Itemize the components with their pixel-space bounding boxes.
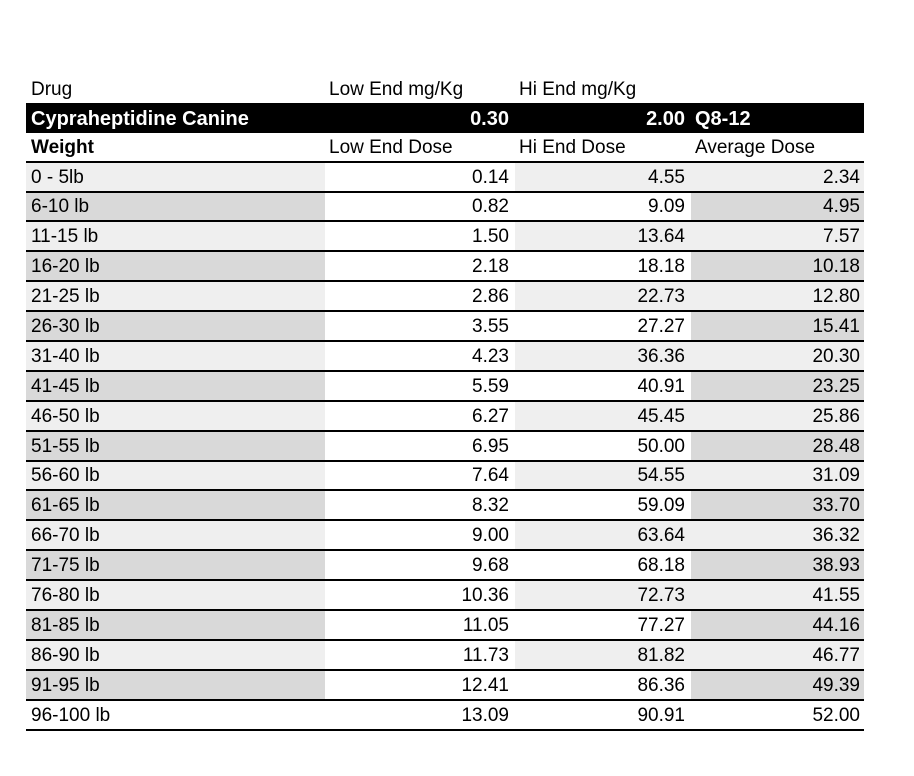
dosage-table — [26, 73, 864, 731]
drug-label: Drug — [31, 78, 73, 100]
table-row — [26, 402, 864, 432]
drug-low-end-value: 0.30 — [470, 107, 509, 130]
hi-end-dose-cell: 9.09 — [515, 193, 691, 221]
table-row — [26, 551, 864, 581]
low-end-dose-cell: 6.27 — [325, 402, 515, 430]
low-end-dose-cell: 4.23 — [325, 342, 515, 370]
weight-cell: 96-100 lb — [26, 701, 325, 729]
hi-end-dose-cell: 27.27 — [515, 312, 691, 340]
average-dose-cell: 49.39 — [691, 671, 864, 699]
average-dose-cell: 20.30 — [691, 342, 864, 370]
low-end-dose-cell: 11.05 — [325, 611, 515, 639]
hi-end-dose-cell: 81.82 — [515, 641, 691, 669]
low-end-dose-cell: 1.50 — [325, 222, 515, 250]
low-end-dose-cell: 2.86 — [325, 282, 515, 310]
column-header-row — [26, 133, 864, 163]
drug-name: Cypraheptidine Canine — [31, 107, 249, 130]
weight-cell: 6-10 lb — [26, 193, 325, 221]
low-end-dose-cell: 12.41 — [325, 671, 515, 699]
average-dose-cell: 31.09 — [691, 462, 864, 490]
weight-cell: 26-30 lb — [26, 312, 325, 340]
low-end-dose-cell: 9.68 — [325, 551, 515, 579]
weight-cell: 81-85 lb — [26, 611, 325, 639]
low-end-dose-cell: 9.00 — [325, 521, 515, 549]
weight-cell: 16-20 lb — [26, 252, 325, 280]
drug-hi-end-value: 2.00 — [646, 107, 685, 130]
table-row — [26, 193, 864, 223]
weight-cell: 71-75 lb — [26, 551, 325, 579]
low-end-dose-cell: 5.59 — [325, 372, 515, 400]
hi-end-dose-cell: 63.64 — [515, 521, 691, 549]
drug-frequency: Q8-12 — [695, 107, 751, 130]
weight-cell: 56-60 lb — [26, 462, 325, 490]
hi-end-dose-cell: 86.36 — [515, 671, 691, 699]
low-end-dose-cell: 0.14 — [325, 163, 515, 191]
table-row — [26, 462, 864, 492]
average-dose-cell: 33.70 — [691, 491, 864, 519]
table-row — [26, 581, 864, 611]
weight-cell: 46-50 lb — [26, 402, 325, 430]
weight-cell: 31-40 lb — [26, 342, 325, 370]
low-end-mgkg-label: Low End mg/Kg — [329, 78, 464, 100]
hi-end-dose-header: Hi End Dose — [519, 136, 626, 158]
weight-cell: 41-45 lb — [26, 372, 325, 400]
table-row — [26, 163, 864, 193]
average-dose-cell: 52.00 — [691, 701, 864, 729]
hi-end-dose-cell: 36.36 — [515, 342, 691, 370]
hi-end-dose-cell: 59.09 — [515, 491, 691, 519]
hi-end-dose-cell: 77.27 — [515, 611, 691, 639]
weight-header: Weight — [31, 136, 94, 158]
weight-cell: 91-95 lb — [26, 671, 325, 699]
hi-end-dose-cell: 50.00 — [515, 432, 691, 460]
weight-cell: 51-55 lb — [26, 432, 325, 460]
hi-end-mgkg-label: Hi End mg/Kg — [519, 78, 637, 100]
hi-end-dose-cell: 54.55 — [515, 462, 691, 490]
header-row — [26, 73, 864, 103]
hi-end-dose-cell: 22.73 — [515, 282, 691, 310]
weight-cell: 86-90 lb — [26, 641, 325, 669]
average-dose-cell: 25.86 — [691, 402, 864, 430]
table-row — [26, 342, 864, 372]
table-row — [26, 491, 864, 521]
table-row — [26, 701, 864, 731]
low-end-dose-header: Low End Dose — [329, 136, 453, 158]
table-row — [26, 671, 864, 701]
weight-cell: 21-25 lb — [26, 282, 325, 310]
table-row — [26, 611, 864, 641]
table-row — [26, 252, 864, 282]
average-dose-cell: 4.95 — [691, 193, 864, 221]
average-dose-cell: 15.41 — [691, 312, 864, 340]
average-dose-cell: 23.25 — [691, 372, 864, 400]
average-dose-cell: 7.57 — [691, 222, 864, 250]
table-row — [26, 372, 864, 402]
hi-end-dose-cell: 72.73 — [515, 581, 691, 609]
weight-cell: 0 - 5lb — [26, 163, 325, 191]
low-end-dose-cell: 6.95 — [325, 432, 515, 460]
table-row — [26, 641, 864, 671]
weight-cell: 66-70 lb — [26, 521, 325, 549]
hi-end-dose-cell: 90.91 — [515, 701, 691, 729]
hi-end-dose-cell: 18.18 — [515, 252, 691, 280]
low-end-dose-cell: 8.32 — [325, 491, 515, 519]
average-dose-cell: 36.32 — [691, 521, 864, 549]
weight-cell: 76-80 lb — [26, 581, 325, 609]
average-dose-cell: 38.93 — [691, 551, 864, 579]
table-row — [26, 432, 864, 462]
table-row — [26, 282, 864, 312]
hi-end-dose-cell: 13.64 — [515, 222, 691, 250]
average-dose-cell: 28.48 — [691, 432, 864, 460]
average-dose-cell: 10.18 — [691, 252, 864, 280]
average-dose-header: Average Dose — [695, 136, 816, 158]
average-dose-cell: 12.80 — [691, 282, 864, 310]
low-end-dose-cell: 13.09 — [325, 701, 515, 729]
table-row — [26, 222, 864, 252]
drug-row — [26, 103, 864, 133]
hi-end-dose-cell: 45.45 — [515, 402, 691, 430]
hi-end-dose-cell: 68.18 — [515, 551, 691, 579]
weight-cell: 11-15 lb — [26, 222, 325, 250]
hi-end-dose-cell: 4.55 — [515, 163, 691, 191]
average-dose-cell: 2.34 — [691, 163, 864, 191]
data-rows — [26, 163, 864, 731]
low-end-dose-cell: 7.64 — [325, 462, 515, 490]
hi-end-dose-cell: 40.91 — [515, 372, 691, 400]
average-dose-cell: 44.16 — [691, 611, 864, 639]
table-row — [26, 521, 864, 551]
average-dose-cell: 46.77 — [691, 641, 864, 669]
low-end-dose-cell: 0.82 — [325, 193, 515, 221]
low-end-dose-cell: 3.55 — [325, 312, 515, 340]
low-end-dose-cell: 11.73 — [325, 641, 515, 669]
header-empty-cell — [691, 73, 864, 103]
low-end-dose-cell: 10.36 — [325, 581, 515, 609]
average-dose-cell: 41.55 — [691, 581, 864, 609]
low-end-dose-cell: 2.18 — [325, 252, 515, 280]
table-row — [26, 312, 864, 342]
weight-cell: 61-65 lb — [26, 491, 325, 519]
